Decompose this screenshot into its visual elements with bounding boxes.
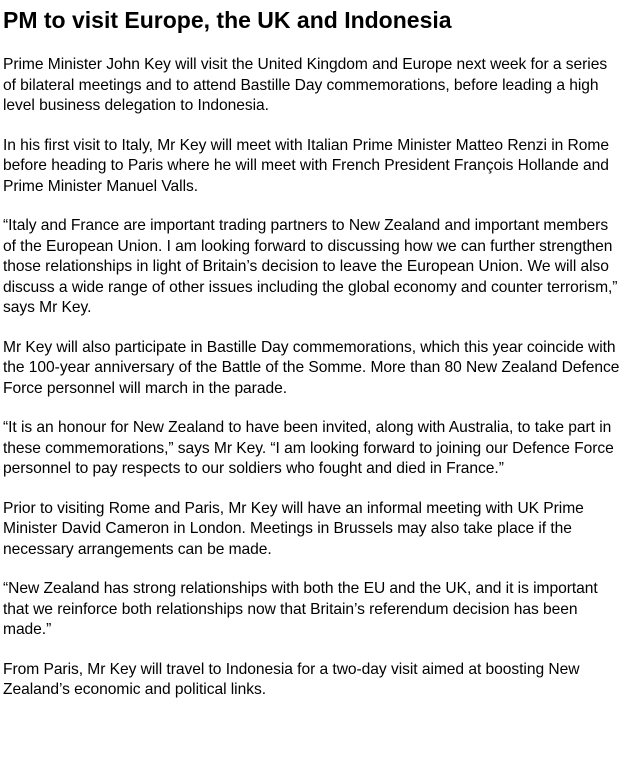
article-paragraph: From Paris, Mr Key will travel to Indonesia for a two-day visit aimed at boosting New Zealand’s economic and political links. [3,660,580,698]
article-paragraph: Prime Minister John Key will visit the United Kingdom and Europe next week for a series of bilateral meetings and to attend Bastille Day commemorations, before leading a high level business delegation to Indonesia. [3,56,608,114]
article-paragraph: “Italy and France are important trading partners to New Zealand and important members of the European Union. I am looking forward to discussing how we can further strengthen those relationships in light of Britain’s decision to leave the European Union. We will also discuss a wide range of other issues including the global economy and counter terrorism,” says Mr Key. [3,217,618,316]
article-paragraph: “It is an honour for New Zealand to have been invited, along with Australia, to take part in these commemorations,” says Mr Key. “I am looking forward to joining our Defence Force personnel to pay respects to our soldiers who fought and died in France.” [3,419,614,477]
article-headline: PM to visit Europe, the UK and Indonesia [3,7,452,33]
article-paragraph: In his first visit to Italy, Mr Key will meet with Italian Prime Minister Matteo Renzi in Rome before heading to Paris where he will meet with French President François Hollande and Prime Minister Manuel Valls. [3,136,609,195]
article-paragraph: “New Zealand has strong relationships with both the EU and the UK, and it is important that we reinforce both relationships now that Britain’s referendum decision has been made.” [3,580,598,638]
article-paragraph: Prior to visiting Rome and Paris, Mr Key will have an informal meeting with UK Prime Minister David Cameron in London. Meetings in Brussels may also take place if the necessary arrangements can be made. [3,499,584,558]
article-paragraph: Mr Key will also participate in Bastille Day commemorations, which this year coincide with the 100-year anniversary of the Battle of the Somme. More than 80 New Zealand Defence Force personnel will march in the parade. [3,338,620,397]
